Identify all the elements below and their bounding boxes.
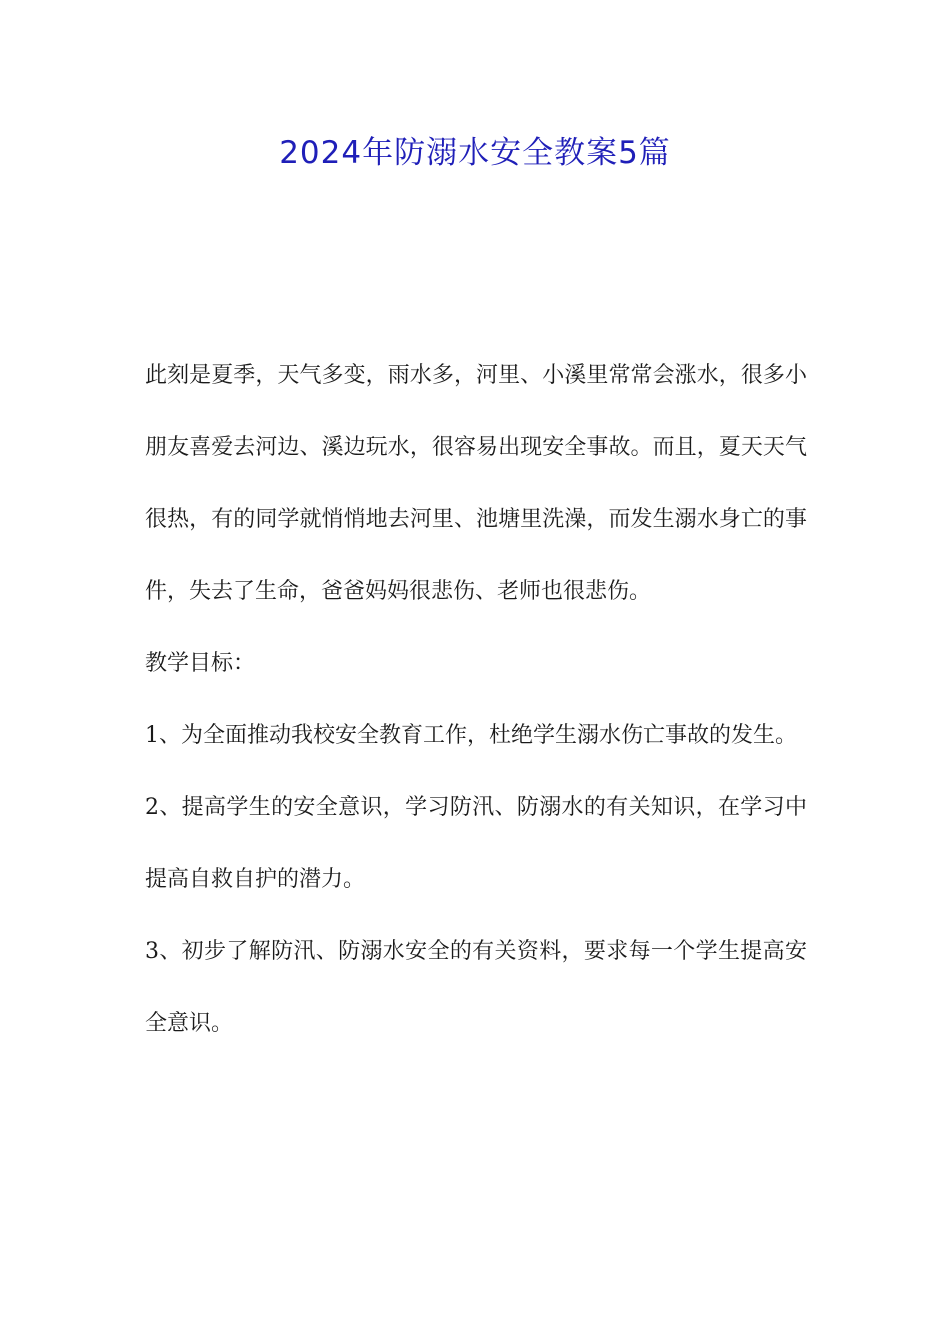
document-title: 2024年防溺水安全教案5篇 [279, 135, 671, 171]
intro-paragraph: 此刻是夏季，天气多变，雨水多，河里、小溪里常常会涨水，很多小朋友喜爱去河边、溪边玩水，很容易出现安全事故。而且，夏天天气很热，有的同学就悄悄地去河里、池塘里洗澡，而发生溺水身亡的事件，失去了生命，爸爸妈妈很悲伤、老师也很悲伤。 [145, 363, 807, 604]
document-body [145, 340, 807, 1088]
objectives-heading: 教学目标： [145, 651, 256, 676]
objective-item-1: 1、为全面推动我校安全教育工作，杜绝学生溺水伤亡事故的发生。 [145, 723, 797, 748]
objective-item-3: 3、初步了解防汛、防溺水安全的有关资料，要求每一个学生提高安全意识。 [145, 939, 807, 1036]
objective-item-2: 2、提高学生的安全意识，学习防汛、防溺水的有关知识，在学习中提高自救自护的潜力。 [145, 795, 807, 892]
